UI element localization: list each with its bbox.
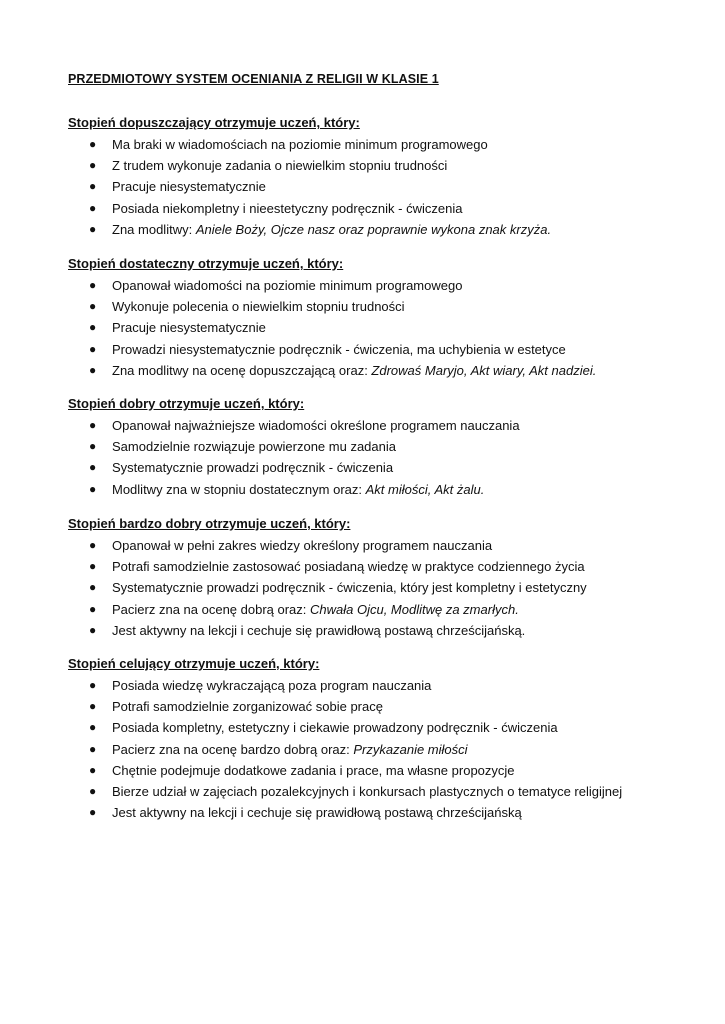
bullet-icon: ● — [89, 200, 97, 215]
criteria-item — [68, 781, 698, 802]
bullet-icon: ● — [89, 137, 97, 151]
criteria-item — [68, 802, 698, 823]
criteria-text: Jest aktywny na lekcji i cechuje się prawidłową postawą chrześcijańską. — [112, 622, 526, 638]
bullet-icon: ● — [89, 741, 97, 756]
bullet-icon: ● — [89, 278, 97, 292]
criteria-text: Ma braki w wiadomościach na poziomie minimum programowego — [112, 137, 488, 152]
criteria-text: Modlitwy zna w stopniu dostatecznym oraz: — [112, 481, 366, 497]
criteria-text: Systematycznie prowadzi podręcznik - ćwiczenia, który jest kompletny i estetyczny — [112, 580, 587, 596]
section-heading: Stopień celujący otrzymuje uczeń, który: — [68, 656, 320, 671]
bullet-icon: ● — [89, 320, 97, 335]
grade-section — [68, 254, 698, 381]
criteria-italic-text: Akt miłości, Akt żalu. — [365, 481, 485, 497]
criteria-text: Opanował najważniejsze wiadomości określone programem nauczania — [112, 418, 520, 433]
bullet-icon: ● — [89, 538, 97, 552]
criteria-item — [68, 599, 698, 620]
criteria-item — [68, 577, 698, 598]
criteria-text: Jest aktywny na lekcji i cechuje się prawidłową postawą chrześcijańską — [112, 805, 522, 821]
criteria-item — [68, 275, 698, 296]
criteria-item — [68, 696, 698, 717]
criteria-item — [68, 556, 698, 577]
criteria-item — [68, 739, 698, 760]
criteria-item — [68, 415, 698, 436]
criteria-item — [68, 317, 698, 338]
criteria-text: Z trudem wykonuje zadania o niewielkim stopniu trudności — [112, 158, 448, 174]
criteria-item — [68, 436, 698, 457]
grade-section — [68, 514, 698, 641]
criteria-list — [68, 535, 698, 641]
criteria-item — [68, 675, 698, 696]
grade-section — [68, 654, 698, 823]
criteria-item — [68, 339, 698, 360]
bullet-icon: ● — [89, 580, 97, 595]
criteria-item — [68, 296, 698, 317]
criteria-text: Pacierz zna na ocenę dobrą oraz: — [112, 601, 311, 617]
criteria-list — [68, 675, 698, 823]
bullet-icon: ● — [89, 699, 97, 714]
bullet-icon: ● — [89, 805, 97, 820]
section-heading: Stopień bardzo dobry otrzymuje uczeń, który: — [68, 516, 351, 531]
criteria-item — [68, 457, 698, 478]
criteria-list — [68, 275, 698, 381]
criteria-item — [68, 198, 698, 219]
criteria-text: Samodzielnie rozwiązuje powierzone mu zadania — [112, 439, 396, 455]
bullet-icon: ● — [89, 559, 97, 574]
criteria-text: Pracuje niesystematycznie — [112, 179, 266, 195]
criteria-text: Posiada niekompletny i nieestetyczny podręcznik - ćwiczenia — [112, 200, 463, 216]
section-heading: Stopień dopuszczający otrzymuje uczeń, który: — [68, 115, 360, 130]
criteria-text: Potrafi samodzielnie zastosować posiadaną wiedzę w praktyce codziennego życia — [112, 559, 585, 575]
criteria-list — [68, 415, 698, 500]
criteria-text: Systematycznie prowadzi podręcznik - ćwiczenia — [112, 460, 394, 476]
bullet-icon: ● — [89, 622, 97, 637]
criteria-item — [68, 155, 698, 176]
criteria-item — [68, 360, 698, 381]
bullet-icon: ● — [89, 179, 97, 194]
bullet-icon: ● — [89, 299, 97, 314]
criteria-text: Zna modlitwy na ocenę dopuszczającą oraz: — [112, 362, 372, 378]
bullet-icon: ● — [89, 481, 97, 496]
bullet-icon: ● — [89, 362, 97, 377]
criteria-item — [68, 760, 698, 781]
criteria-text: Opanował wiadomości na poziomie minimum programowego — [112, 278, 463, 293]
criteria-text: Pacierz zna na ocenę bardzo dobrą oraz: — [112, 741, 354, 757]
criteria-item — [68, 717, 698, 738]
criteria-text: Zna modlitwy: — [112, 221, 196, 237]
bullet-icon: ● — [89, 439, 97, 454]
criteria-list — [68, 134, 698, 240]
bullet-icon: ● — [89, 762, 97, 777]
criteria-italic-text: Aniele Boży, Ojcze nasz oraz poprawnie wykona znak krzyża. — [195, 221, 552, 237]
criteria-text: Potrafi samodzielnie zorganizować sobie pracę — [112, 699, 383, 715]
bullet-icon: ● — [89, 601, 97, 616]
criteria-item — [68, 535, 698, 556]
criteria-text: Posiada kompletny, estetyczny i ciekawie prowadzony podręcznik - ćwiczenia — [112, 720, 558, 736]
criteria-item — [68, 219, 698, 240]
document-title: PRZEDMIOTOWY SYSTEM OCENIANIA Z RELIGII W KLASIE 1 — [68, 72, 439, 86]
bullet-icon: ● — [89, 341, 97, 356]
criteria-item — [68, 176, 698, 197]
bullet-icon: ● — [89, 418, 97, 432]
criteria-text: Pracuje niesystematycznie — [112, 320, 266, 336]
criteria-text: Prowadzi niesystematycznie podręcznik - ćwiczenia, ma uchybienia w estetyce — [112, 341, 566, 357]
bullet-icon: ● — [89, 158, 97, 173]
grade-section — [68, 113, 698, 240]
criteria-text: Bierze udział w zajęciach pozalekcyjnych i konkursach plastycznych o tematyce religijnej — [112, 783, 623, 799]
bullet-icon: ● — [89, 678, 97, 692]
criteria-item — [68, 479, 698, 500]
bullet-icon: ● — [89, 460, 97, 475]
criteria-text: Opanował w pełni zakres wiedzy określony programem nauczania — [112, 538, 493, 553]
section-heading: Stopień dobry otrzymuje uczeń, który: — [68, 396, 305, 411]
criteria-item — [68, 134, 698, 155]
criteria-italic-text: Przykazanie miłości — [353, 741, 468, 757]
section-heading: Stopień dostateczny otrzymuje uczeń, który: — [68, 256, 344, 271]
criteria-italic-text: Zdrowaś Maryjo, Akt wiary, Akt nadziei. — [371, 362, 597, 378]
criteria-text: Posiada wiedzę wykraczającą poza program nauczania — [112, 678, 432, 693]
grade-section — [68, 394, 698, 500]
criteria-italic-text: Chwała Ojcu, Modlitwę za zmarłych. — [310, 601, 519, 617]
criteria-item — [68, 620, 698, 641]
criteria-text: Wykonuje polecenia o niewielkim stopniu trudności — [112, 299, 405, 315]
bullet-icon: ● — [89, 221, 97, 236]
bullet-icon: ● — [89, 783, 97, 798]
criteria-text: Chętnie podejmuje dodatkowe zadania i prace, ma własne propozycje — [112, 762, 515, 778]
bullet-icon: ● — [89, 720, 97, 735]
